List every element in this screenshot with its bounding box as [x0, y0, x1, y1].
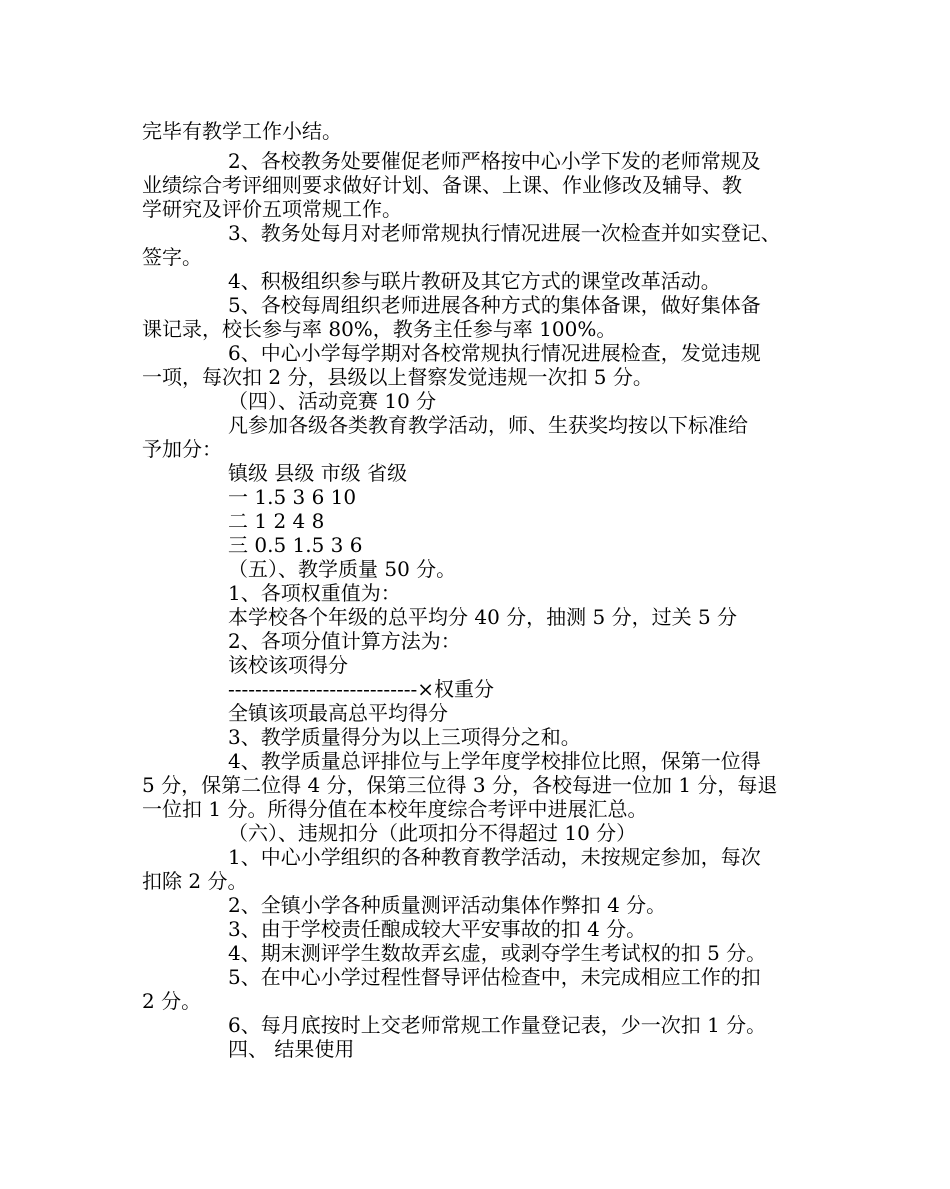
text-line: 学研究及评价五项常规工作。 [142, 197, 402, 221]
section-heading: （五）、教学质量 50 分。 [228, 557, 457, 581]
score-table-row: 三 0.5 1.5 3 6 [228, 533, 363, 557]
text-line: 6、每月底按时上交老师常规工作量登记表，少一次扣 1 分。 [228, 1013, 767, 1037]
text-line: 签字。 [142, 245, 202, 269]
text-line: 3、由于学校责任酿成较大平安事故的扣 4 分。 [228, 917, 647, 941]
formula-denominator: 全镇该项最高总平均得分 [228, 701, 448, 725]
text-line: 业绩综合考评细则要求做好计划、备课、上课、作业修改及辅导、教 [142, 173, 742, 197]
section-heading: 四、 结果使用 [228, 1037, 355, 1061]
text-line: 2、全镇小学各种质量测评活动集体作弊扣 4 分。 [228, 893, 667, 917]
text-line: 课记录，校长参与率 80%，教务主任参与率 100%。 [142, 317, 617, 341]
text-line: 5、各校每周组织老师进展各种方式的集体备课，做好集体备 [228, 293, 761, 317]
text-line: 4、期末测评学生数故弄玄虚，或剥夺学生考试权的扣 5 分。 [228, 941, 767, 965]
text-line: 2 分。 [142, 989, 202, 1013]
text-line: 完毕有教学工作小结。 [142, 119, 342, 143]
text-line: 一项，每次扣 2 分，县级以上督察发觉违规一次扣 5 分。 [142, 365, 653, 389]
text-line: 予加分： [142, 437, 222, 461]
text-line: 6、中心小学每学期对各校常规执行情况进展检查，发觉违规 [228, 341, 761, 365]
score-table-row: 一 1.5 3 6 10 [228, 485, 357, 509]
text-line: 1、各项权重值为： [228, 581, 401, 605]
text-line: 一位扣 1 分。所得分值在本校年度综合考评中进展汇总。 [142, 797, 648, 821]
score-table-header: 镇级 县级 市级 省级 [228, 461, 408, 485]
formula-numerator: 该校该项得分 [228, 653, 348, 677]
text-line: 4、积极组织参与联片教研及其它方式的课堂改革活动。 [228, 269, 721, 293]
text-line: 2、各校教务处要催促老师严格按中心小学下发的老师常规及 [228, 149, 761, 173]
text-line: 3、教学质量得分为以上三项得分之和。 [228, 725, 581, 749]
formula-fraction-bar: ----------------------------×权重分 [228, 677, 494, 701]
text-line: 扣除 2 分。 [142, 869, 248, 893]
text-line: 2、各项分值计算方法为： [228, 629, 461, 653]
text-line: 5 分，保第二位得 4 分，保第三位得 3 分，各校每进一位加 1 分，每退 [142, 773, 778, 797]
text-line: 5、在中心小学过程性督导评估检查中，未完成相应工作的扣 [228, 965, 761, 989]
text-line: 3、教务处每月对老师常规执行情况进展一次检查并如实登记、 [228, 221, 781, 245]
score-table-row: 二 1 2 4 8 [228, 509, 325, 533]
section-heading: （四）、活动竞赛 10 分 [228, 389, 437, 413]
text-line: 凡参加各级各类教育教学活动，师、生获奖均按以下标准给 [228, 413, 748, 437]
text-line: 4、教学质量总评排位与上学年度学校排位比照，保第一位得 [228, 749, 761, 773]
text-line: 1、中心小学组织的各种教育教学活动，未按规定参加，每次 [228, 845, 761, 869]
section-heading: （六）、违规扣分（此项扣分不得超过 10 分） [228, 821, 637, 845]
text-line: 本学校各个年级的总平均分 40 分，抽测 5 分，过关 5 分 [228, 605, 738, 629]
